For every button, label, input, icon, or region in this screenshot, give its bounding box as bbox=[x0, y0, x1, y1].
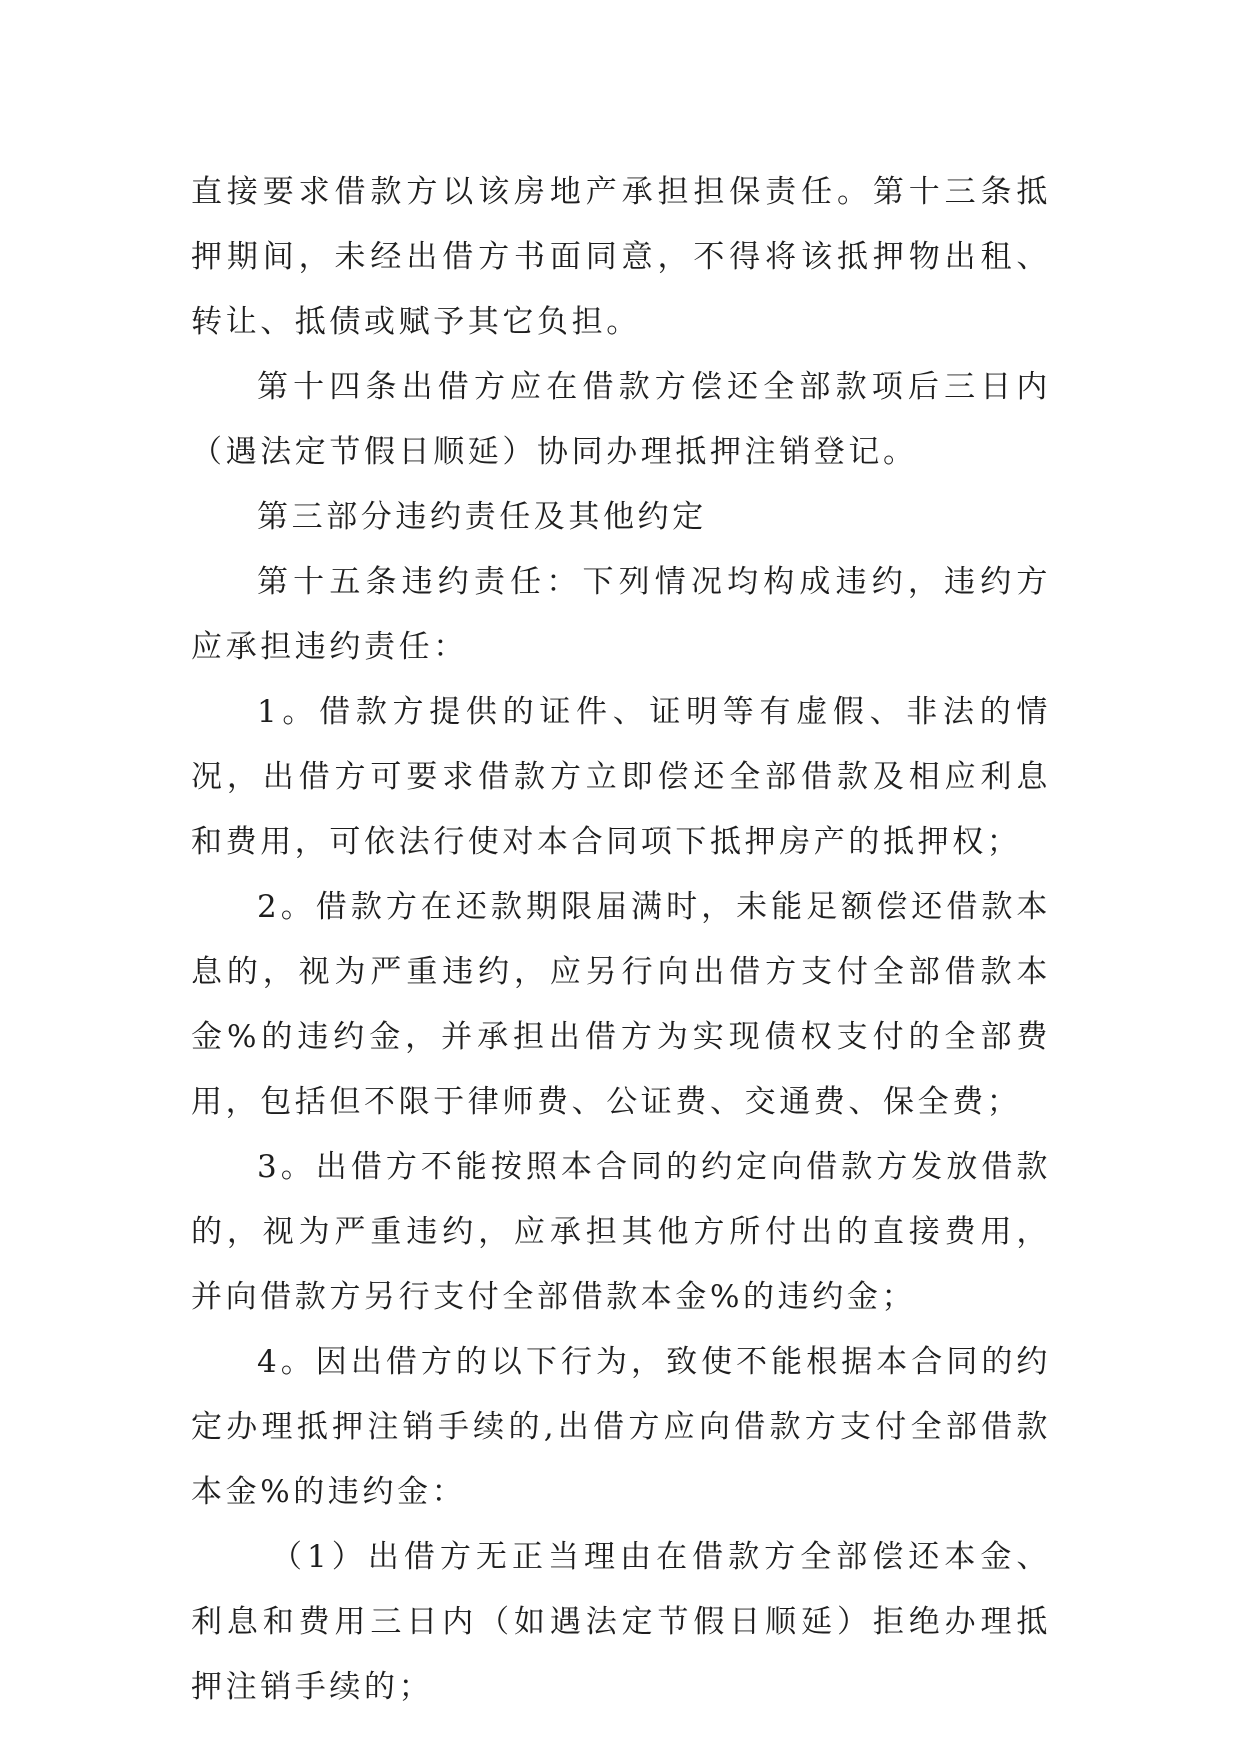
paragraph-mortgage-restriction: 直接要求借款方以该房地产承担担保责任。第十三条抵押期间，未经出借方书面同意，不得将该抵押物出租、转让、抵债或赋予其它负担。 bbox=[191, 174, 1051, 340]
list-item-2: 2。借款方在还款期限届满时，未能足额偿还借款本息的，视为严重违约，应另行向出借方支付全部借款本金%的违约金，并承担出借方为实现债权支付的全部费用，包括但不限于律师费、公证费、交通费、保全费； bbox=[191, 889, 1051, 1120]
document-body bbox=[191, 160, 1051, 1720]
list-item-3: 3。出借方不能按照本合同的约定向借款方发放借款的，视为严重违约，应承担其他方所付出的直接费用，并向借款方另行支付全部借款本金%的违约金； bbox=[191, 1149, 1051, 1315]
list-item-4: 4。因出借方的以下行为，致使不能根据本合同的约定办理抵押注销手续的,出借方应向借款方支付全部借款本金%的违约金： bbox=[191, 1344, 1051, 1510]
paragraph-article-14: 第十四条出借方应在借款方偿还全部款项后三日内（遇法定节假日顺延）协同办理抵押注销登记。 bbox=[191, 369, 1051, 470]
list-item-1: 1。借款方提供的证件、证明等有虚假、非法的情况，出借方可要求借款方立即偿还全部借款及相应利息和费用，可依法行使对本合同项下抵押房产的抵押权； bbox=[191, 694, 1051, 860]
sub-item-1: （1）出借方无正当理由在借款方全部偿还本金、利息和费用三日内（如遇法定节假日顺延）拒绝办理抵押注销手续的； bbox=[191, 1539, 1051, 1705]
paragraph-article-15: 第十五条违约责任：下列情况均构成违约，违约方应承担违约责任： bbox=[191, 564, 1051, 665]
section-heading-part-3: 第三部分违约责任及其他约定 bbox=[257, 499, 707, 535]
